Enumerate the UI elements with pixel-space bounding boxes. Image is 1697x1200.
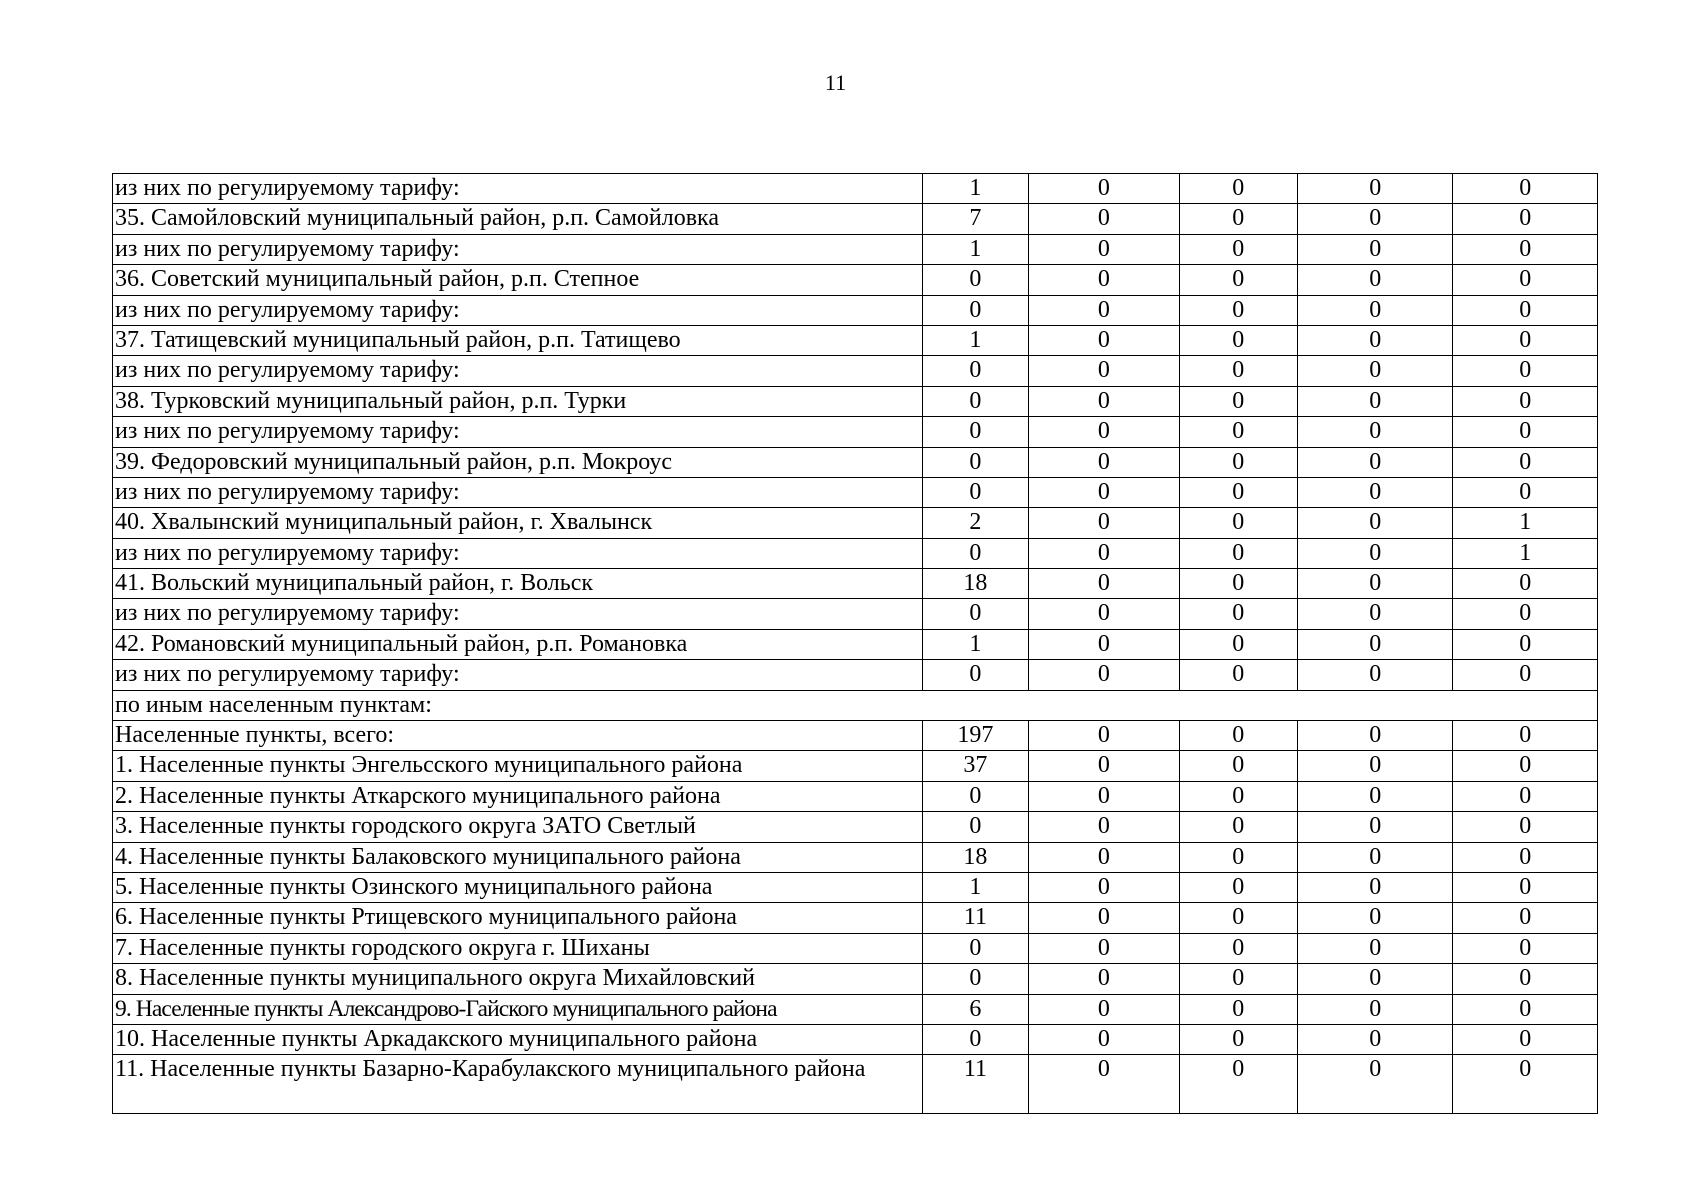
value-cell-2: 0 bbox=[1029, 538, 1180, 568]
value-cell-3: 0 bbox=[1179, 508, 1297, 538]
value-cell-3: 0 bbox=[1179, 447, 1297, 477]
row-name-cell: из них по регулируемому тарифу: bbox=[113, 174, 923, 204]
table-row bbox=[113, 204, 1598, 234]
value-cell-5: 0 bbox=[1453, 721, 1598, 751]
row-name-cell: 35. Самойловский муниципальный район, р.п. Самойловка bbox=[113, 204, 923, 234]
value-cell-4: 0 bbox=[1297, 1024, 1453, 1054]
value-cell-1: 0 bbox=[922, 599, 1028, 629]
value-cell-4: 0 bbox=[1297, 204, 1453, 234]
page-number-text: 11 bbox=[824, 70, 847, 95]
value-cell-1: 0 bbox=[922, 781, 1028, 811]
table-row bbox=[113, 477, 1598, 507]
value-cell-1: 11 bbox=[922, 1055, 1028, 1114]
table-row bbox=[113, 417, 1598, 447]
value-cell-1: 37 bbox=[922, 751, 1028, 781]
value-cell-1: 0 bbox=[922, 812, 1028, 842]
table-row bbox=[113, 386, 1598, 416]
value-cell-5: 0 bbox=[1453, 356, 1598, 386]
table-row bbox=[113, 538, 1598, 568]
value-cell-5: 0 bbox=[1453, 569, 1598, 599]
value-cell-5: 0 bbox=[1453, 842, 1598, 872]
value-cell-4: 0 bbox=[1297, 751, 1453, 781]
value-cell-1: 1 bbox=[922, 234, 1028, 264]
value-cell-3: 0 bbox=[1179, 265, 1297, 295]
value-cell-2: 0 bbox=[1029, 356, 1180, 386]
value-cell-3: 0 bbox=[1179, 872, 1297, 902]
value-cell-4: 0 bbox=[1297, 994, 1453, 1024]
table-row bbox=[113, 599, 1598, 629]
value-cell-4: 0 bbox=[1297, 842, 1453, 872]
table-row bbox=[113, 721, 1598, 751]
row-name-cell: 39. Федоровский муниципальный район, р.п. Мокроус bbox=[113, 447, 923, 477]
value-cell-1: 6 bbox=[922, 994, 1028, 1024]
value-cell-3: 0 bbox=[1179, 751, 1297, 781]
value-cell-2: 0 bbox=[1029, 1055, 1180, 1114]
table-row bbox=[113, 781, 1598, 811]
value-cell-5: 0 bbox=[1453, 964, 1598, 994]
value-cell-2: 0 bbox=[1029, 781, 1180, 811]
value-cell-1: 7 bbox=[922, 204, 1028, 234]
value-cell-3: 0 bbox=[1179, 234, 1297, 264]
value-cell-4: 0 bbox=[1297, 295, 1453, 325]
value-cell-3: 0 bbox=[1179, 417, 1297, 447]
value-cell-5: 0 bbox=[1453, 1055, 1598, 1114]
value-cell-5: 0 bbox=[1453, 599, 1598, 629]
value-cell-2: 0 bbox=[1029, 964, 1180, 994]
value-cell-5: 0 bbox=[1453, 994, 1598, 1024]
row-name-cell: 6. Населенные пункты Ртищевского муниципального района bbox=[113, 903, 923, 933]
row-name-cell: Населенные пункты, всего: bbox=[113, 721, 923, 751]
value-cell-1: 2 bbox=[922, 508, 1028, 538]
table-row bbox=[113, 933, 1598, 963]
value-cell-5: 1 bbox=[1453, 538, 1598, 568]
value-cell-3: 0 bbox=[1179, 781, 1297, 811]
value-cell-4: 0 bbox=[1297, 964, 1453, 994]
row-name-cell: 36. Советский муниципальный район, р.п. Степное bbox=[113, 265, 923, 295]
table-row bbox=[113, 508, 1598, 538]
value-cell-5: 0 bbox=[1453, 872, 1598, 902]
value-cell-1: 18 bbox=[922, 842, 1028, 872]
value-cell-3: 0 bbox=[1179, 629, 1297, 659]
value-cell-3: 0 bbox=[1179, 204, 1297, 234]
value-cell-2: 0 bbox=[1029, 872, 1180, 902]
value-cell-5: 0 bbox=[1453, 933, 1598, 963]
value-cell-2: 0 bbox=[1029, 204, 1180, 234]
value-cell-1: 1 bbox=[922, 872, 1028, 902]
value-cell-5: 0 bbox=[1453, 751, 1598, 781]
value-cell-4: 0 bbox=[1297, 356, 1453, 386]
value-cell-4: 0 bbox=[1297, 174, 1453, 204]
value-cell-5: 0 bbox=[1453, 781, 1598, 811]
value-cell-2: 0 bbox=[1029, 842, 1180, 872]
table-row bbox=[113, 447, 1598, 477]
value-cell-4: 0 bbox=[1297, 903, 1453, 933]
row-name-cell: по иным населенным пунктам: bbox=[113, 690, 1598, 720]
table-row bbox=[113, 903, 1598, 933]
row-name-cell: из них по регулируемому тарифу: bbox=[113, 234, 923, 264]
value-cell-3: 0 bbox=[1179, 842, 1297, 872]
value-cell-3: 0 bbox=[1179, 295, 1297, 325]
value-cell-1: 11 bbox=[922, 903, 1028, 933]
value-cell-4: 0 bbox=[1297, 477, 1453, 507]
value-cell-4: 0 bbox=[1297, 417, 1453, 447]
value-cell-1: 0 bbox=[922, 964, 1028, 994]
table-row bbox=[113, 872, 1598, 902]
row-name-cell: 8. Населенные пункты муниципального округа Михайловский bbox=[113, 964, 923, 994]
value-cell-1: 1 bbox=[922, 325, 1028, 355]
value-cell-4: 0 bbox=[1297, 234, 1453, 264]
row-name-cell: из них по регулируемому тарифу: bbox=[113, 660, 923, 690]
value-cell-2: 0 bbox=[1029, 417, 1180, 447]
row-name-cell: из них по регулируемому тарифу: bbox=[113, 477, 923, 507]
value-cell-2: 0 bbox=[1029, 599, 1180, 629]
table-row bbox=[113, 1055, 1598, 1114]
value-cell-3: 0 bbox=[1179, 386, 1297, 416]
value-cell-3: 0 bbox=[1179, 1055, 1297, 1114]
value-cell-1: 0 bbox=[922, 386, 1028, 416]
value-cell-4: 0 bbox=[1297, 325, 1453, 355]
value-cell-4: 0 bbox=[1297, 872, 1453, 902]
value-cell-2: 0 bbox=[1029, 751, 1180, 781]
value-cell-4: 0 bbox=[1297, 812, 1453, 842]
table-row bbox=[113, 356, 1598, 386]
value-cell-4: 0 bbox=[1297, 781, 1453, 811]
value-cell-3: 0 bbox=[1179, 1024, 1297, 1054]
value-cell-5: 0 bbox=[1453, 447, 1598, 477]
value-cell-5: 0 bbox=[1453, 174, 1598, 204]
value-cell-4: 0 bbox=[1297, 265, 1453, 295]
table-row bbox=[113, 812, 1598, 842]
value-cell-4: 0 bbox=[1297, 1055, 1453, 1114]
value-cell-1: 0 bbox=[922, 447, 1028, 477]
value-cell-1: 0 bbox=[922, 538, 1028, 568]
value-cell-2: 0 bbox=[1029, 994, 1180, 1024]
value-cell-4: 0 bbox=[1297, 629, 1453, 659]
value-cell-2: 0 bbox=[1029, 629, 1180, 659]
row-name-cell: 5. Населенные пункты Озинского муниципального района bbox=[113, 872, 923, 902]
row-name-cell: 2. Населенные пункты Аткарского муниципального района bbox=[113, 781, 923, 811]
value-cell-4: 0 bbox=[1297, 721, 1453, 751]
value-cell-2: 0 bbox=[1029, 812, 1180, 842]
row-name-cell: 37. Татищевский муниципальный район, р.п. Татищево bbox=[113, 325, 923, 355]
value-cell-4: 0 bbox=[1297, 508, 1453, 538]
table-row bbox=[113, 295, 1598, 325]
value-cell-1: 1 bbox=[922, 629, 1028, 659]
value-cell-5: 0 bbox=[1453, 660, 1598, 690]
value-cell-1: 197 bbox=[922, 721, 1028, 751]
value-cell-3: 0 bbox=[1179, 477, 1297, 507]
table-row bbox=[113, 629, 1598, 659]
row-name-cell: 40. Хвалынский муниципальный район, г. Хвалынск bbox=[113, 508, 923, 538]
table-row bbox=[113, 569, 1598, 599]
value-cell-4: 0 bbox=[1297, 599, 1453, 629]
data-table bbox=[112, 173, 1598, 1114]
value-cell-4: 0 bbox=[1297, 447, 1453, 477]
value-cell-1: 0 bbox=[922, 1024, 1028, 1054]
table-row bbox=[113, 842, 1598, 872]
table-body bbox=[113, 174, 1598, 1114]
row-name-cell: 38. Турковский муниципальный район, р.п. Турки bbox=[113, 386, 923, 416]
value-cell-3: 0 bbox=[1179, 903, 1297, 933]
value-cell-4: 0 bbox=[1297, 660, 1453, 690]
table-row bbox=[113, 1024, 1598, 1054]
value-cell-5: 0 bbox=[1453, 325, 1598, 355]
value-cell-2: 0 bbox=[1029, 295, 1180, 325]
value-cell-1: 0 bbox=[922, 295, 1028, 325]
value-cell-2: 0 bbox=[1029, 447, 1180, 477]
value-cell-2: 0 bbox=[1029, 174, 1180, 204]
value-cell-1: 18 bbox=[922, 569, 1028, 599]
row-name-cell: 10. Населенные пункты Аркадакского муниципального района bbox=[113, 1024, 923, 1054]
value-cell-5: 0 bbox=[1453, 265, 1598, 295]
row-name-cell: из них по регулируемому тарифу: bbox=[113, 599, 923, 629]
table-row bbox=[113, 994, 1598, 1024]
row-name-cell: 9. Населенные пункты Александрово-Гайского муниципального района bbox=[113, 994, 923, 1024]
value-cell-3: 0 bbox=[1179, 356, 1297, 386]
value-cell-5: 0 bbox=[1453, 477, 1598, 507]
value-cell-4: 0 bbox=[1297, 933, 1453, 963]
value-cell-3: 0 bbox=[1179, 994, 1297, 1024]
table-row bbox=[113, 174, 1598, 204]
table-row bbox=[113, 265, 1598, 295]
value-cell-1: 0 bbox=[922, 933, 1028, 963]
value-cell-2: 0 bbox=[1029, 1024, 1180, 1054]
value-cell-2: 0 bbox=[1029, 660, 1180, 690]
value-cell-2: 0 bbox=[1029, 721, 1180, 751]
value-cell-3: 0 bbox=[1179, 599, 1297, 629]
value-cell-2: 0 bbox=[1029, 508, 1180, 538]
value-cell-4: 0 bbox=[1297, 538, 1453, 568]
value-cell-3: 0 bbox=[1179, 569, 1297, 599]
value-cell-5: 0 bbox=[1453, 1024, 1598, 1054]
value-cell-5: 0 bbox=[1453, 629, 1598, 659]
value-cell-2: 0 bbox=[1029, 234, 1180, 264]
value-cell-1: 1 bbox=[922, 174, 1028, 204]
row-name-cell: 11. Населенные пункты Базарно-Карабулакского муниципального района bbox=[113, 1055, 923, 1114]
value-cell-3: 0 bbox=[1179, 933, 1297, 963]
value-cell-2: 0 bbox=[1029, 569, 1180, 599]
value-cell-2: 0 bbox=[1029, 386, 1180, 416]
row-name-cell: из них по регулируемому тарифу: bbox=[113, 538, 923, 568]
value-cell-3: 0 bbox=[1179, 325, 1297, 355]
value-cell-5: 0 bbox=[1453, 812, 1598, 842]
row-name-cell: 41. Вольский муниципальный район, г. Вольск bbox=[113, 569, 923, 599]
value-cell-1: 0 bbox=[922, 477, 1028, 507]
value-cell-1: 0 bbox=[922, 356, 1028, 386]
table-row bbox=[113, 751, 1598, 781]
value-cell-2: 0 bbox=[1029, 933, 1180, 963]
value-cell-3: 0 bbox=[1179, 538, 1297, 568]
value-cell-2: 0 bbox=[1029, 903, 1180, 933]
value-cell-1: 0 bbox=[922, 660, 1028, 690]
row-name-cell: 42. Романовский муниципальный район, р.п. Романовка bbox=[113, 629, 923, 659]
value-cell-1: 0 bbox=[922, 265, 1028, 295]
value-cell-3: 0 bbox=[1179, 812, 1297, 842]
table-row bbox=[113, 690, 1598, 720]
row-name-cell: 3. Населенные пункты городского округа ЗАТО Светлый bbox=[113, 812, 923, 842]
value-cell-5: 0 bbox=[1453, 903, 1598, 933]
value-cell-5: 0 bbox=[1453, 417, 1598, 447]
value-cell-2: 0 bbox=[1029, 265, 1180, 295]
value-cell-3: 0 bbox=[1179, 964, 1297, 994]
row-name-cell: из них по регулируемому тарифу: bbox=[113, 417, 923, 447]
value-cell-4: 0 bbox=[1297, 386, 1453, 416]
value-cell-3: 0 bbox=[1179, 174, 1297, 204]
row-name-cell: из них по регулируемому тарифу: bbox=[113, 295, 923, 325]
value-cell-1: 0 bbox=[922, 417, 1028, 447]
value-cell-2: 0 bbox=[1029, 325, 1180, 355]
row-name-cell: 7. Населенные пункты городского округа г. Шиханы bbox=[113, 933, 923, 963]
value-cell-2: 0 bbox=[1029, 477, 1180, 507]
table-row bbox=[113, 325, 1598, 355]
row-name-cell: из них по регулируемому тарифу: bbox=[113, 356, 923, 386]
value-cell-5: 0 bbox=[1453, 295, 1598, 325]
value-cell-5: 0 bbox=[1453, 204, 1598, 234]
value-cell-3: 0 bbox=[1179, 721, 1297, 751]
value-cell-3: 0 bbox=[1179, 660, 1297, 690]
value-cell-5: 0 bbox=[1453, 234, 1598, 264]
page-number bbox=[0, 70, 1697, 96]
table-row bbox=[113, 660, 1598, 690]
row-name-cell: 4. Населенные пункты Балаковского муниципального района bbox=[113, 842, 923, 872]
value-cell-4: 0 bbox=[1297, 569, 1453, 599]
row-name-cell: 1. Населенные пункты Энгельсского муниципального района bbox=[113, 751, 923, 781]
table-row bbox=[113, 234, 1598, 264]
value-cell-5: 0 bbox=[1453, 386, 1598, 416]
table-row bbox=[113, 964, 1598, 994]
value-cell-5: 1 bbox=[1453, 508, 1598, 538]
